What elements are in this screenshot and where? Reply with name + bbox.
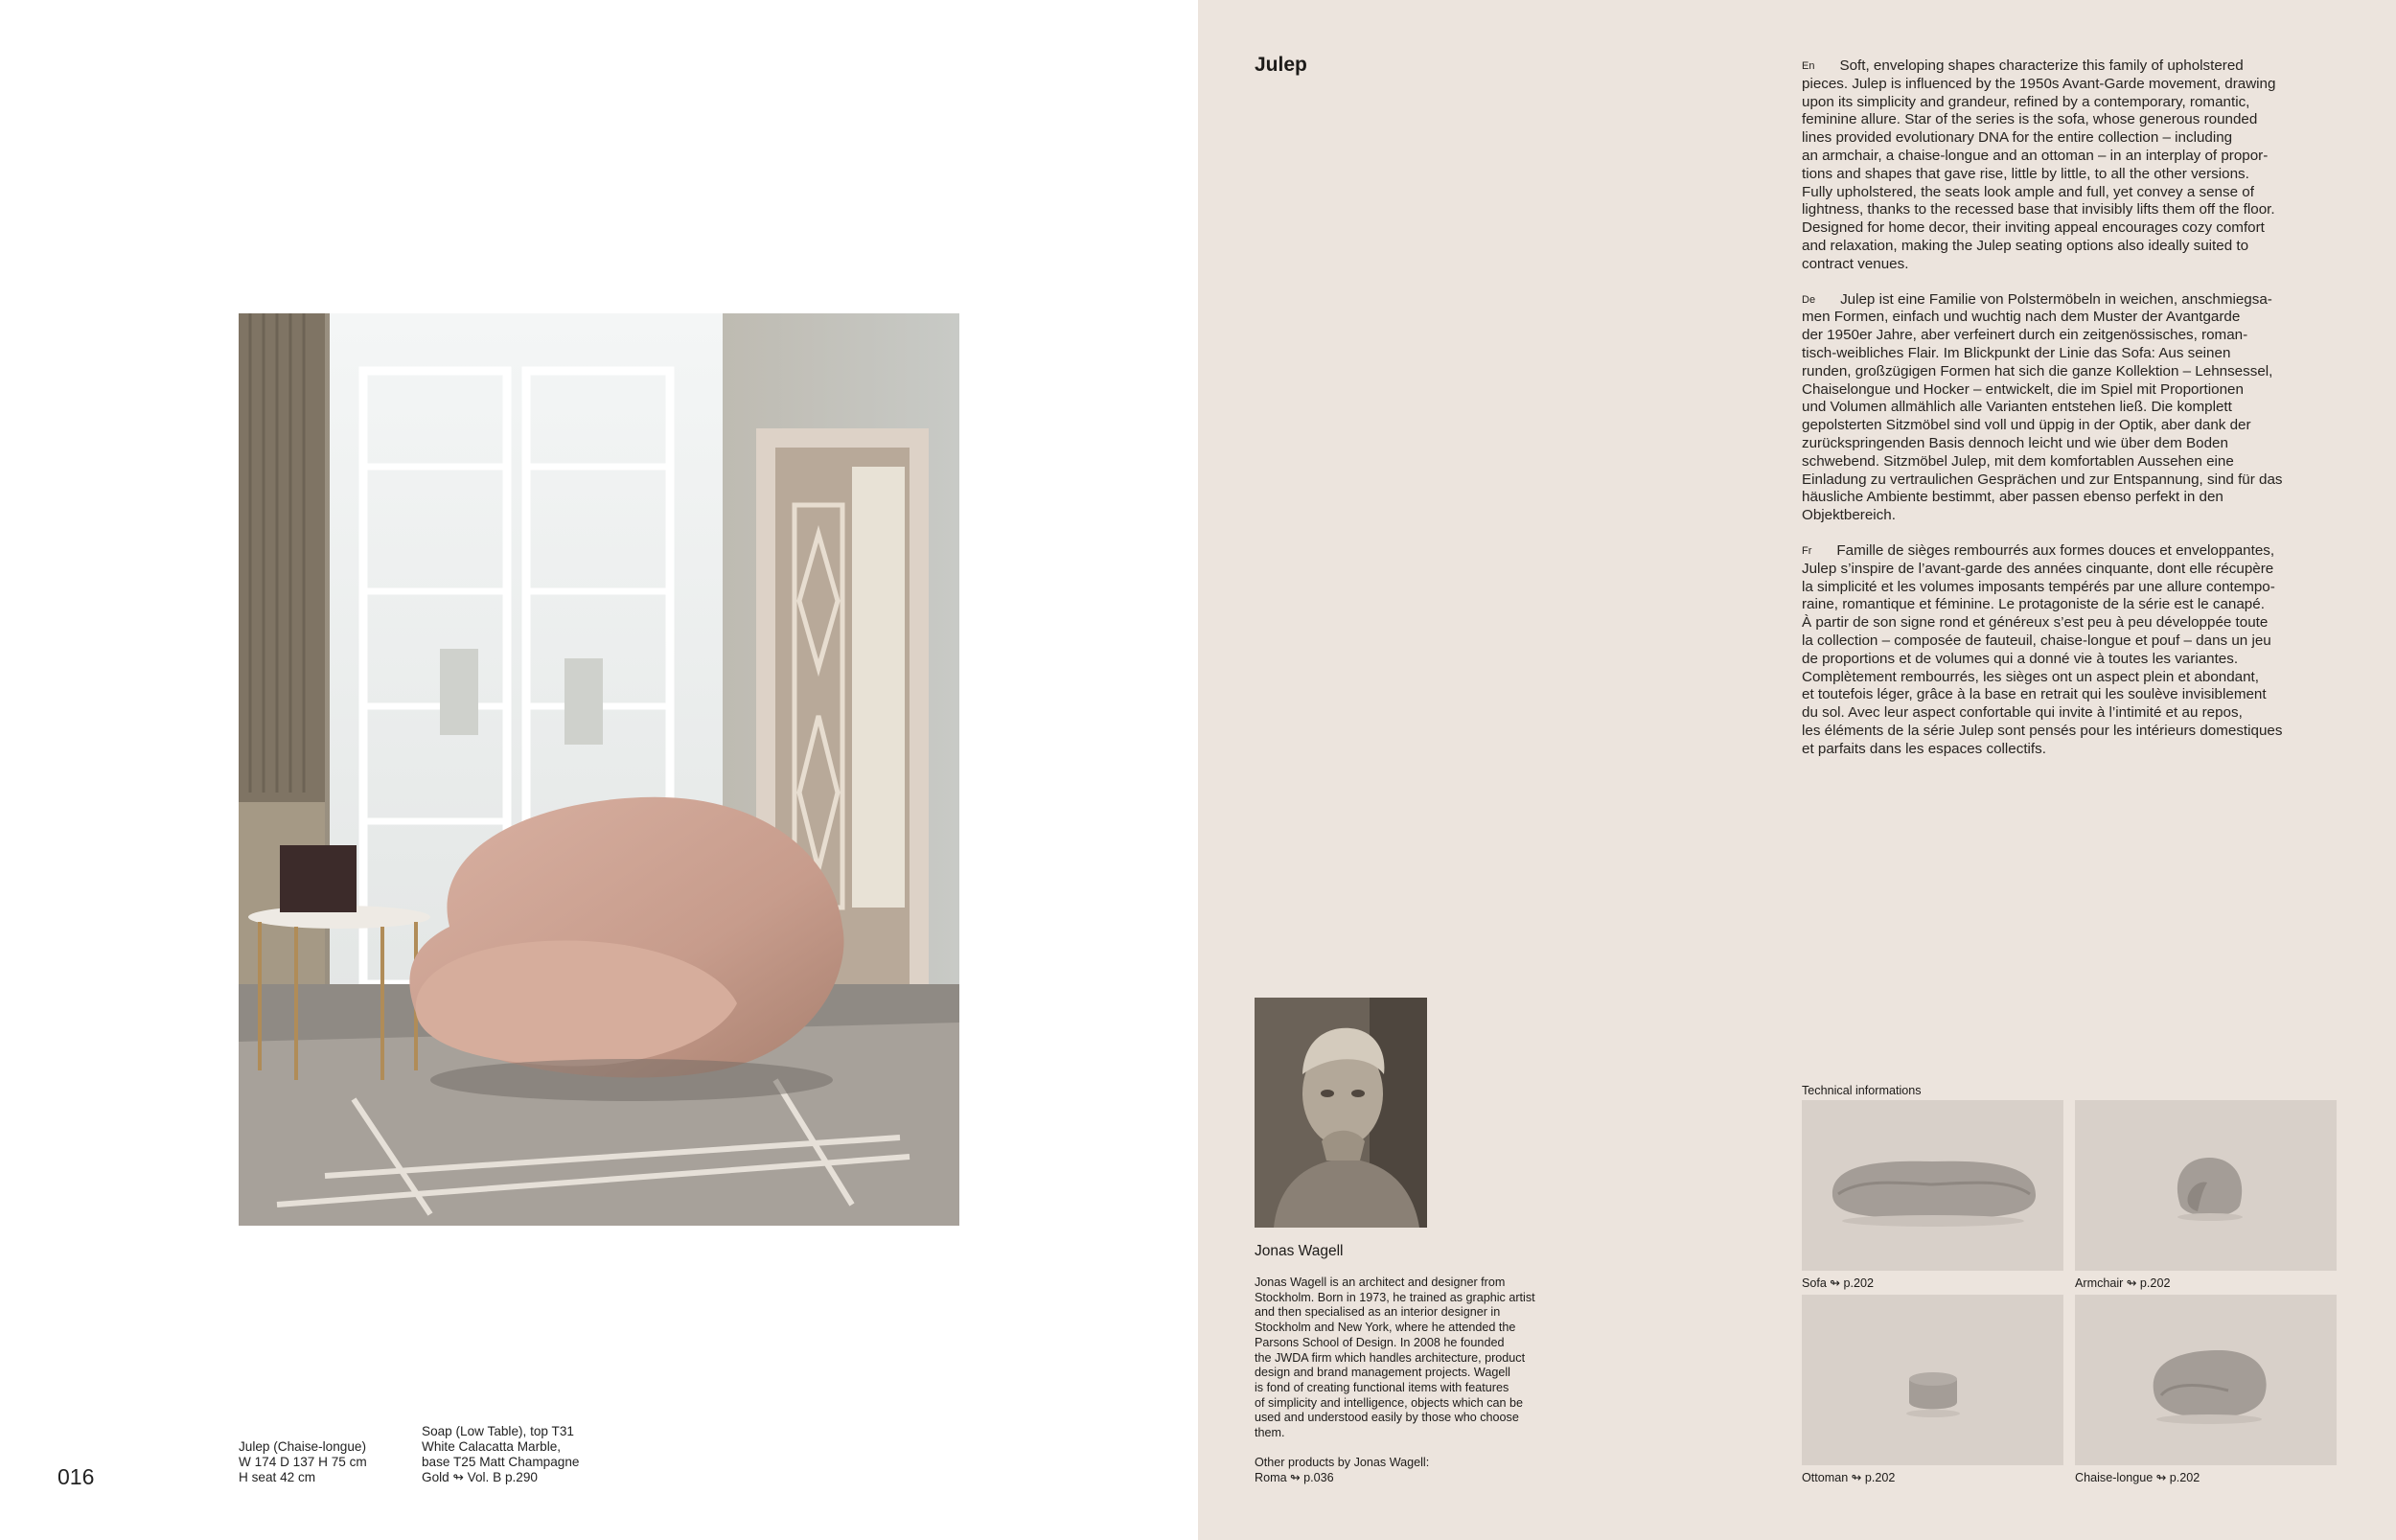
designer-portrait	[1255, 998, 1427, 1228]
tile-armchair[interactable]	[2075, 1100, 2337, 1271]
bio-line: them.	[1255, 1426, 1285, 1440]
paragraph-german	[1802, 291, 2367, 525]
bio-line: used and understood easily by those who choose	[1255, 1411, 1519, 1425]
bio-line: and then specialised as an interior designer in	[1255, 1305, 1501, 1320]
text-line: et toutefois léger, grâce à la base en retrait qui les soulève invisiblement	[1802, 686, 2267, 703]
tile-label-sofa[interactable]: Sofa ↬ p.202	[1802, 1276, 1874, 1290]
text-line: la collection – composée de fauteuil, chaise-longue et pouf – dans un jeu	[1802, 632, 2271, 649]
text-line: und Volumen allmählich alle Varianten entstehen ließ. Die komplett	[1802, 399, 2232, 416]
page-number: 016	[58, 1464, 95, 1489]
caption-line: Soap (Low Table), top T31	[422, 1424, 574, 1438]
interior-photo-illustration	[239, 313, 959, 1226]
bio-line: Jonas Wagell is an architect and designer from	[1255, 1276, 1506, 1289]
text-line: runden, großzügigen Formen hat sich die ganze Kollektion – Lehnsessel,	[1802, 362, 2273, 379]
bio-line: the JWDA firm which handles architecture, product	[1255, 1350, 1526, 1365]
photo-caption-product	[239, 1439, 367, 1485]
language-tag: Fr	[1802, 544, 1812, 557]
other-products-link[interactable]: Roma ↬ p.036	[1255, 1471, 1334, 1484]
text-line: gepolsterten Sitzmöbel sind voll und üppig in der Optik, aber dank der	[1802, 417, 2251, 434]
text-line: der 1950er Jahre, aber verfeinert durch ein zeitgenössisches, roman-	[1802, 327, 2248, 344]
technical-info-title: Technical informations	[1802, 1084, 1922, 1097]
text-line: feminine allure. Star of the series is the sofa, whose generous rounded	[1802, 111, 2258, 128]
text-line: pieces. Julep is influenced by the 1950s Avant-Garde movement, drawing	[1802, 75, 2276, 92]
caption-line: Gold ↬ Vol. B p.290	[422, 1470, 538, 1484]
text-line: and relaxation, making the Julep seating options also ideally suited to	[1802, 237, 2249, 254]
caption-line: Julep (Chaise-longue)	[239, 1439, 366, 1454]
text-line: Julep s’inspire de l’avant-garde des années cinquante, dont elle récupère	[1802, 560, 2274, 577]
tile-chaise-longue[interactable]	[2075, 1295, 2337, 1465]
bio-line: of simplicity and intelligence, objects which can be	[1255, 1395, 1524, 1410]
caption-line: White Calacatta Marble,	[422, 1439, 562, 1454]
tile-sofa[interactable]	[1802, 1100, 2063, 1271]
bio-line: Stockholm and New York, where he attended the	[1255, 1321, 1516, 1335]
text-line: tions and shapes that gave rise, little by little, to all the other versions.	[1802, 165, 2249, 182]
caption-line: H seat 42 cm	[239, 1470, 316, 1484]
text-line: Chaiselongue und Hocker – entwickelt, die im Spiel mit Proportionen	[1802, 380, 2244, 398]
text-line: et parfaits dans les espaces collectifs.	[1802, 740, 2046, 757]
text-line: häusliche Ambiente bestimmt, aber passen ebenso perfekt in den	[1802, 489, 2223, 506]
text-line: les éléments de la série Julep sont pensés pour les intérieurs domestiques	[1802, 722, 2283, 739]
text-line: tisch-weibliches Flair. Im Blickpunkt der Linie das Sofa: Aus seinen	[1802, 344, 2231, 361]
text-line: an armchair, a chaise-longue and an ottoman – in an interplay of propor-	[1802, 147, 2269, 164]
text-line: lines provided evolutionary DNA for the entire collection – including	[1802, 129, 2233, 147]
designer-bio	[1255, 1276, 1590, 1441]
other-products-label: Other products by Jonas Wagell:	[1255, 1456, 1430, 1469]
text-line: Einladung zu vertraulichen Gesprächen und zur Entspannung, sind für das	[1802, 471, 2283, 488]
paragraph-french	[1802, 542, 2367, 759]
right-page	[1198, 0, 2396, 1540]
collection-title: Julep	[1255, 54, 1307, 76]
sofa-thumbnail	[1802, 1100, 2063, 1271]
text-line: Objektbereich.	[1802, 507, 1896, 524]
text-line: Complètement rembourrés, les sièges ont un aspect plein et abondant,	[1802, 668, 2259, 685]
text-line: Soft, enveloping shapes characterize this family of upholstered	[1839, 57, 2244, 74]
language-tag: En	[1802, 60, 1815, 72]
text-line: lightness, thanks to the recessed base that invisibly lifts them off the floor.	[1802, 201, 2275, 218]
bio-line: design and brand management projects. Wagell	[1255, 1366, 1510, 1380]
bio-line: Stockholm. Born in 1973, he trained as graphic artist	[1255, 1290, 1535, 1304]
caption-line: base T25 Matt Champagne	[422, 1455, 580, 1469]
text-line: raine, romantique et féminine. Le protagoniste de la série est le canapé.	[1802, 596, 2265, 613]
text-line: men Formen, einfach und wuchtig nach dem Muster der Avantgarde	[1802, 309, 2241, 326]
text-line: Designed for home decor, their inviting appeal encourages cozy comfort	[1802, 219, 2265, 237]
tile-label-chaise-longue[interactable]: Chaise-longue ↬ p.202	[2075, 1471, 2200, 1484]
tile-label-armchair[interactable]: Armchair ↬ p.202	[2075, 1276, 2171, 1290]
language-tag: De	[1802, 293, 1816, 306]
text-line: Fully upholstered, the seats look ample and full, yet convey a sense of	[1802, 183, 2254, 200]
text-line: upon its simplicity and grandeur, refined by a contemporary, romantic,	[1802, 93, 2250, 110]
text-line: du sol. Avec leur aspect confortable qui invite à l’intimité et au repos,	[1802, 704, 2243, 722]
text-line: Julep ist eine Familie von Polstermöbeln in weichen, anschmiegsa-	[1840, 290, 2272, 308]
photo-caption-table	[422, 1424, 580, 1485]
designer-name: Jonas Wagell	[1255, 1243, 1344, 1259]
text-line: À partir de son signe rond et généreux s’est peu à peu développée toute	[1802, 614, 2269, 632]
paragraph-english	[1802, 57, 2367, 274]
text-line: Famille de sièges rembourrés aux formes douces et enveloppantes,	[1836, 541, 2275, 559]
tile-ottoman[interactable]	[1802, 1295, 2063, 1465]
text-line: la simplicité et les volumes imposants tempérés par une allure contempo-	[1802, 578, 2275, 595]
chaise-longue-thumbnail	[2075, 1295, 2337, 1465]
armchair-thumbnail	[2075, 1100, 2337, 1271]
bio-line: is fond of creating functional items with features	[1255, 1380, 1509, 1394]
tile-label-ottoman[interactable]: Ottoman ↬ p.202	[1802, 1471, 1896, 1484]
ottoman-thumbnail	[1802, 1295, 2063, 1465]
interior-photo	[239, 313, 959, 1226]
bio-line: Parsons School of Design. In 2008 he founded	[1255, 1335, 1505, 1349]
caption-line: W 174 D 137 H 75 cm	[239, 1455, 367, 1469]
text-line: zurückspringenden Basis dennoch leicht und wie über dem Boden	[1802, 434, 2228, 451]
text-line: de proportions et de volumes qui a donné vie à toutes les variantes.	[1802, 650, 2239, 667]
description-column	[1802, 57, 2367, 775]
designer-portrait-illustration	[1255, 998, 1427, 1228]
text-line: schwebend. Sitzmöbel Julep, mit dem komfortablen Aussehen eine	[1802, 452, 2234, 470]
text-line: contract venues.	[1802, 255, 1909, 272]
